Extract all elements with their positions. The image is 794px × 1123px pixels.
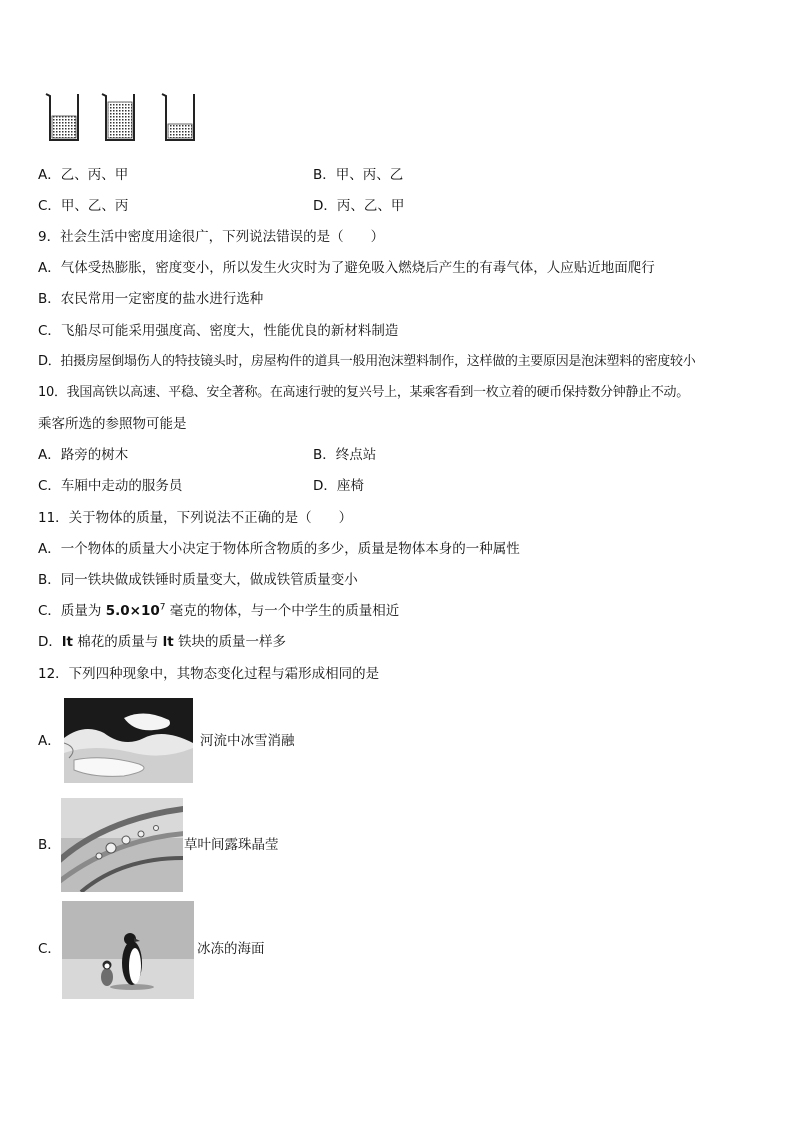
q11-option-b: B．同一铁块做成铁锤时质量变大，做成铁管质量变小: [38, 572, 358, 588]
q9-stem: 9．社会生活中密度用途很广，下列说法错误的是（ ）: [38, 229, 385, 245]
q10-stem-line1: 10．我国高铁以高速、平稳、安全著称。在高速行驶的复兴号上，某乘客看到一枚立着的硬币保持数分钟静止不动。: [38, 385, 689, 400]
ice-melting-photo: [64, 698, 193, 783]
q8-option-d: D．丙、乙、甲: [313, 198, 405, 214]
q11-option-c: [38, 601, 399, 621]
q9-option-b: B．农民常用一定密度的盐水进行选种: [38, 291, 264, 307]
q8-option-b: B．甲、丙、乙: [313, 167, 404, 183]
q12-option-c-label: C．: [38, 941, 61, 957]
q11-stem: 11．关于物体的质量，下列说法不正确的是（ ）: [38, 510, 353, 526]
frozen-sea-photo: [62, 901, 194, 999]
beakers-figure: [44, 92, 204, 144]
q9-option-c: C．飞船尽可能采用强度高、密度大，性能优良的新材料制造: [38, 323, 399, 339]
q9-option-d: D．拍摄房屋倒塌伤人的特技镜头时，房屋构件的道具一般用泡沫塑料制作，这样做的主要原因是泡沫塑料的密度较小: [38, 354, 696, 369]
q10-option-c: C．车厢中走动的服务员: [38, 478, 183, 494]
q11-option-d-mid: 棉花的质量与: [73, 634, 163, 650]
q10-stem-line2: 乘客所选的参照物可能是: [38, 416, 187, 432]
beaker-jia: [46, 94, 78, 140]
adult-penguin: [122, 933, 142, 985]
q11-option-d-suffix: 铁块的质量一样多: [173, 634, 286, 650]
q11-option-c-value: 5.0×10: [105, 603, 160, 619]
beaker-bing: [162, 94, 194, 140]
q10-option-b: B．终点站: [313, 447, 377, 463]
q11-option-c-suffix: 毫克的物体，与一个中学生的质量相近: [165, 603, 400, 619]
q11-option-d: [38, 632, 286, 652]
q11-option-d-prefix: D．: [38, 634, 62, 650]
beaker-yi: [102, 94, 134, 140]
q11-option-c-prefix: C．质量为: [38, 603, 106, 619]
q8-option-a: A．乙、丙、甲: [38, 167, 129, 183]
q12-option-a-caption: 河流中冰雪消融: [200, 733, 295, 749]
q8-option-c: C．甲、乙、丙: [38, 198, 129, 214]
baby-penguin: [101, 961, 113, 987]
q11-option-c-exponent: 7: [159, 602, 166, 613]
q12-stem: 12．下列四种现象中，其物态变化过程与霜形成相同的是: [38, 666, 380, 682]
dew-photo: [61, 798, 183, 892]
q11-option-d-unit2: lt: [162, 634, 174, 650]
q12-option-b-caption: 草叶间露珠晶莹: [184, 837, 279, 853]
q10-option-a: A．路旁的树木: [38, 447, 129, 463]
q11-option-a: A．一个物体的质量大小决定于物体所含物质的多少，质量是物体本身的一种属性: [38, 541, 520, 557]
q12-option-c-caption: 冰冻的海面: [197, 941, 265, 957]
q12-option-b-label: B．: [38, 837, 61, 853]
q12-option-a-label: A．: [38, 733, 61, 749]
q10-option-d: D．座椅: [313, 478, 364, 494]
q9-option-a: A．气体受热膨胀，密度变小，所以发生火灾时为了避免吸入燃烧后产生的有毒气体，人应贴近地面爬行: [38, 260, 655, 276]
q11-option-d-unit1: lt: [61, 634, 73, 650]
